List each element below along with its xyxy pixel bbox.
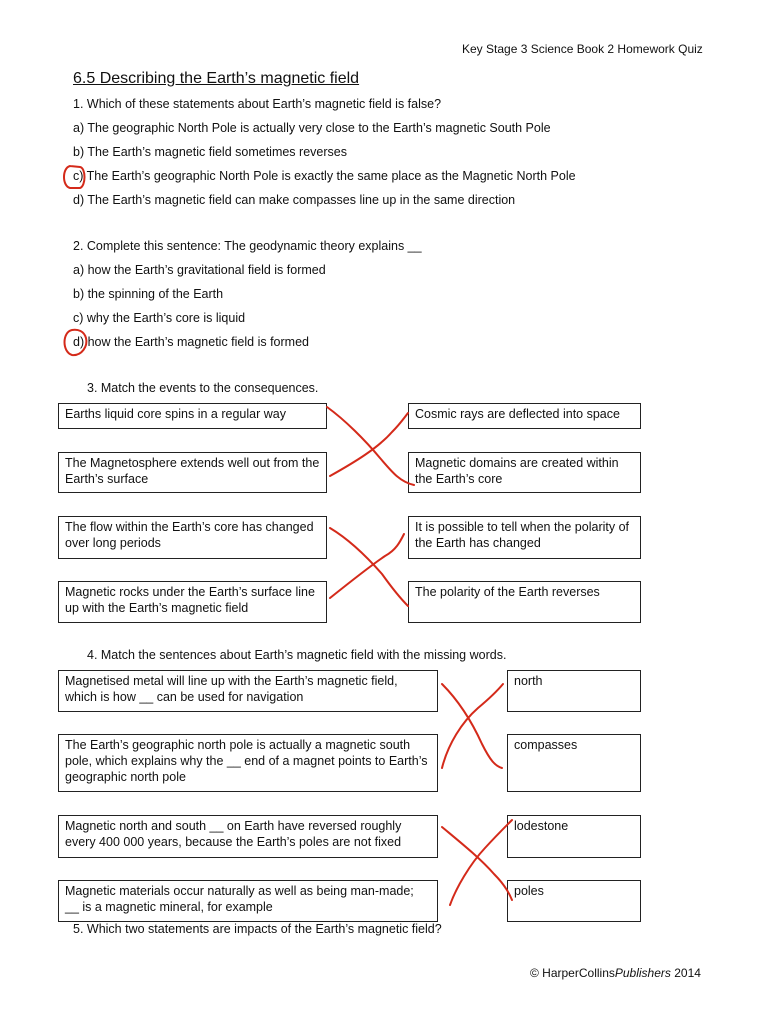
q4-sentence-4: Magnetic materials occur naturally as well as being man-made; __ is a magnetic mineral, for example [58, 880, 438, 922]
q3-event-4: Magnetic rocks under the Earth’s surface line up with the Earth’s magnetic field [58, 581, 327, 623]
q3-event-1: Earths liquid core spins in a regular way [58, 403, 327, 429]
q3-match-line-1 [327, 407, 414, 485]
q3-consequence-4: The polarity of the Earth reverses [408, 581, 641, 623]
q1-option-c: c) The Earth’s geographic North Pole is exactly the same place as the Magnetic North Pole [73, 169, 576, 183]
q4-match-line-1 [442, 684, 502, 768]
q1-question: 1. Which of these statements about Earth’s magnetic field is false? [73, 97, 442, 111]
q4-sentence-2: The Earth’s geographic north pole is actually a magnetic south pole, which explains why the __ end of a magnet points to Earth’s geographic north pole [58, 734, 438, 792]
q2-option-b: b) the spinning of the Earth [73, 287, 224, 301]
q4-word-4: poles [507, 880, 641, 922]
q4-sentence-3: Magnetic north and south __ on Earth have reversed roughly every 400 000 years, because the Earth’s poles are not fixed [58, 815, 438, 858]
q4-question: 4. Match the sentences about Earth’s magnetic field with the missing words. [87, 648, 507, 662]
copyright-year: 2014 [674, 966, 701, 980]
q3-match-line-2 [330, 413, 408, 476]
copyright-text: © HarperCollins [530, 966, 615, 980]
q4-word-1: north [507, 670, 641, 712]
q3-match-line-4 [330, 534, 404, 598]
publisher-text: Publishers [614, 966, 671, 980]
page-header: Key Stage 3 Science Book 2 Homework Quiz [462, 42, 703, 56]
q3-question: 3. Match the events to the consequences. [87, 381, 319, 395]
q3-consequence-3: It is possible to tell when the polarity of the Earth has changed [408, 516, 641, 559]
q4-match-line-3 [442, 827, 512, 900]
q4-word-2: compasses [507, 734, 641, 792]
q4-word-3: lodestone [507, 815, 641, 858]
q4-sentence-1: Magnetised metal will line up with the Earth’s magnetic field, which is how __ can be used for navigation [58, 670, 438, 712]
q3-event-2: The Magnetosphere extends well out from the Earth’s surface [58, 452, 327, 493]
q3-match-line-3 [330, 528, 408, 606]
q4-match-line-2 [442, 684, 503, 768]
q4-match-line-4 [450, 820, 512, 905]
q2-option-d: d) how the Earth’s magnetic field is formed [73, 335, 309, 349]
page-title: 6.5 Describing the Earth’s magnetic field [73, 70, 360, 87]
q5-question: 5. Which two statements are impacts of the Earth’s magnetic field? [73, 922, 442, 936]
q2-question: 2. Complete this sentence: The geodynamic theory explains __ [73, 239, 422, 253]
q1-option-a: a) The geographic North Pole is actually very close to the Earth’s magnetic South Pole [73, 121, 551, 135]
q1-option-b: b) The Earth’s magnetic field sometimes reverses [73, 145, 347, 159]
q3-consequence-1: Cosmic rays are deflected into space [408, 403, 641, 429]
q2-option-a: a) how the Earth’s gravitational field is formed [73, 263, 326, 277]
q2-option-c: c) why the Earth’s core is liquid [73, 311, 246, 325]
q3-event-3: The flow within the Earth’s core has changed over long periods [58, 516, 327, 559]
q1-option-d: d) The Earth’s magnetic field can make compasses line up in the same direction [73, 193, 516, 207]
q3-consequence-2: Magnetic domains are created within the Earth’s core [408, 452, 641, 493]
copyright-footer [530, 966, 701, 980]
